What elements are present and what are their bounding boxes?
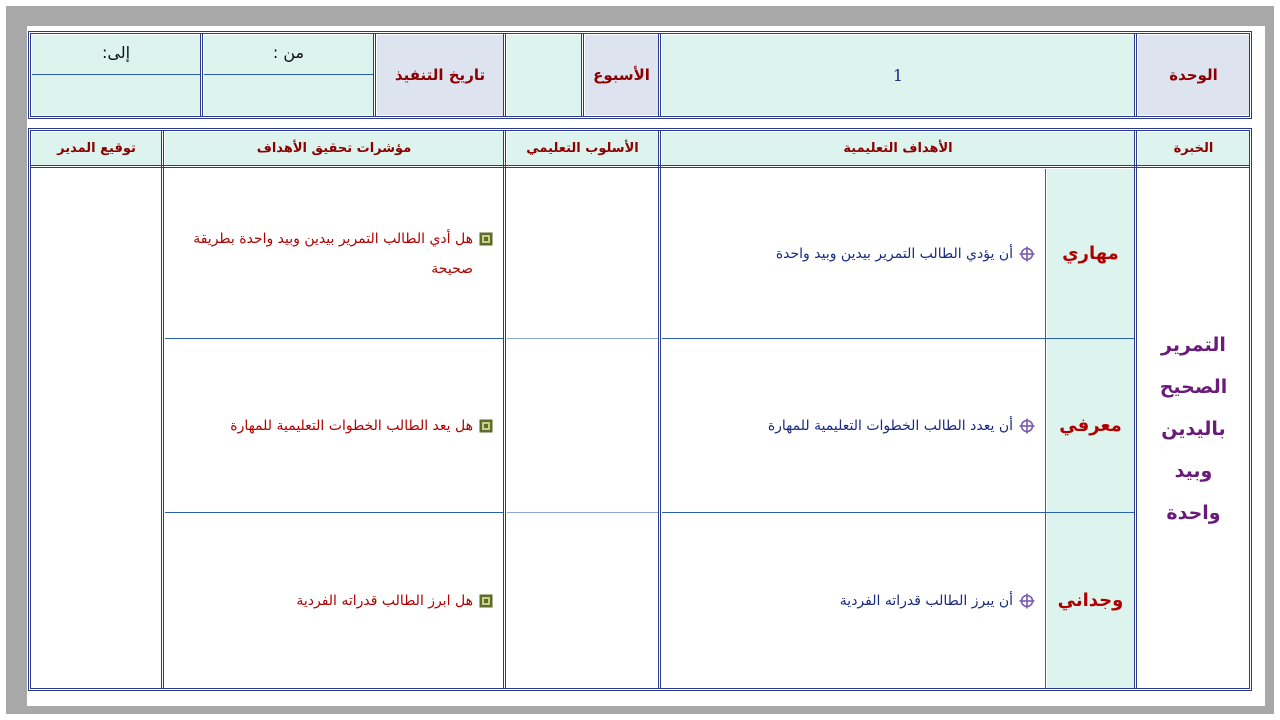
unit-label: الوحدة: [1169, 66, 1218, 84]
exec-date-label: تاريخ التنفيذ: [394, 66, 486, 84]
crosshair-icon: [1019, 246, 1035, 262]
crosshair-icon: [1019, 593, 1035, 609]
method-column: [507, 169, 658, 688]
row-category: وجداني: [1057, 590, 1124, 611]
from-label: من :: [272, 43, 305, 62]
divider: [161, 131, 164, 688]
divider: [1134, 34, 1137, 116]
divider: [373, 34, 376, 116]
row-category: مهاري: [1062, 243, 1119, 264]
divider: [1045, 169, 1046, 688]
divider: [658, 34, 661, 116]
to-label: إلى:: [101, 43, 131, 62]
divider: [1134, 131, 1137, 688]
experience-text: التمرير الصحيح باليدين وبيد واحدة: [1159, 333, 1228, 524]
unit-value-cell: [662, 35, 1134, 115]
divider: [204, 74, 373, 75]
divider: [581, 34, 584, 116]
week-label: الأسبوع: [593, 66, 650, 84]
divider: [503, 34, 506, 116]
row-category: معرفي: [1059, 415, 1122, 436]
unit-label-cell: [1138, 35, 1249, 115]
col-header-signature: توقيع المدير: [32, 132, 161, 165]
row-indicator: هل يعد الطالب الخطوات التعليمية للمهارة: [165, 339, 503, 512]
unit-value: 1: [892, 65, 904, 85]
row-indicator: هل أدي الطالب التمرير بيدين وبيد واحدة بطريقة صحيحة: [165, 169, 503, 338]
row-objective: أن يؤدي الطالب التمرير بيدين وبيد واحدة: [662, 169, 1045, 338]
crosshair-icon: [1019, 418, 1035, 434]
to-cell: [32, 35, 200, 115]
divider: [32, 74, 200, 75]
square-bullet-icon: [479, 419, 493, 433]
col-header-method: الأسلوب التعليمي: [507, 132, 658, 165]
experience-cell: [1138, 169, 1249, 688]
divider: [503, 131, 506, 688]
divider: [658, 131, 661, 688]
square-bullet-icon: [479, 594, 493, 608]
week-label-cell: [585, 35, 658, 115]
col-header-indicators: مؤشرات تحقيق الأهداف: [165, 132, 503, 165]
row-indicator: هل ابرز الطالب قدراته الفردية: [165, 513, 503, 688]
row-objective: أن يعدد الطالب الخطوات التعليمية للمهارة: [662, 339, 1045, 512]
divider: [31, 165, 1250, 168]
divider: [200, 34, 203, 116]
signature-column: [32, 169, 161, 688]
week-value-cell: [507, 35, 581, 115]
col-header-experience: الخبرة: [1138, 132, 1249, 165]
row-objective: أن يبرز الطالب قدراته الفردية: [662, 513, 1045, 688]
col-header-objectives: الأهداف التعليمية: [662, 132, 1134, 165]
square-bullet-icon: [479, 232, 493, 246]
exec-date-label-cell: [377, 35, 503, 115]
from-cell: [204, 35, 373, 115]
